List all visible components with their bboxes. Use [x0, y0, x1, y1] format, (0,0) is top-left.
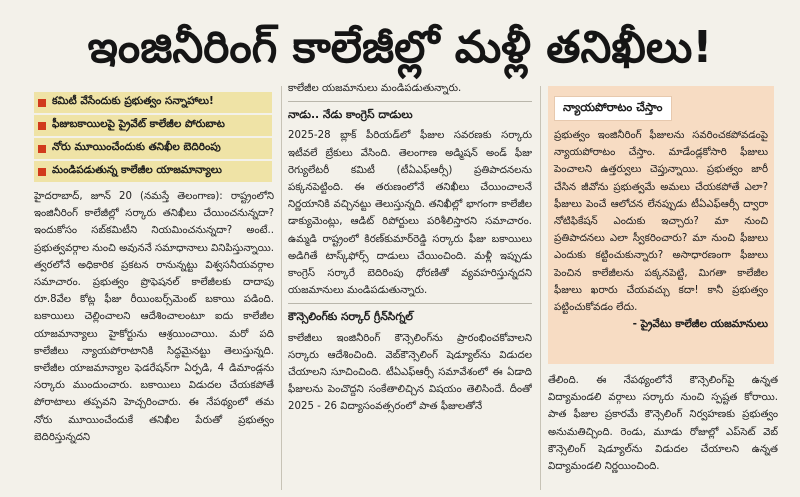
headline: ఇంజినీరింగ్ కాలేజీల్లో మళ్లీ తనిఖీలు!: [87, 22, 713, 73]
article-column-2: [288, 80, 532, 490]
highlights-list: [34, 92, 272, 184]
subheading-1: నాడు.. నేడు కాంగ్రెస్ దాడులు: [288, 108, 413, 122]
highlight-item: [34, 138, 272, 159]
highlight-text: ఫీజుబకాయిలపై ప్రైవేట్ కాలేజీల పోరుబాట: [52, 118, 225, 130]
highlight-text: మండిపడుతున్న కాలేజీల యాజమాన్యాలు: [52, 164, 222, 176]
section-divider: [288, 101, 532, 102]
bullet-square-icon: [38, 99, 46, 107]
quote-box-signature: - ప్రైవేటు కాలేజీల యజమానులు: [632, 318, 768, 331]
highlight-item: [34, 115, 272, 136]
article-column-1: [34, 188, 274, 488]
highlight-text: నోరు మూయించేందుకు తనిఖీల బెదిరింపు: [52, 141, 221, 153]
bullet-square-icon: [38, 145, 46, 153]
quote-box-body: ప్రభుత్వం ఇంజినీరింగ్ ఫీజులను సవరించకపోవడంపై న్యాయపోరాటం చేస్తాం. మాడేండ్లకోసారి ఫీజులు పెంచాలని ఉత్తర్వులు చెప్తున్నాయి. ప్రభుత్వం జారీ చేసిన జీవోను ప్రభుత్వమే అమలు చేయకపోతే ఎలా? ఫీజులు పెంచే ఆలోచన లేనప్పుడు టీఏఎఫ్‌ఆర్సీ ద్వారా నోటిఫికేషన్ ఎందుకు ఇచ్చారు? మా నుంచి ప్రతిపాదనలు ఎలా స్వీకరించారు? మా నుంచి ఫీజులు ఎందుకు కట్టించుకున్నారు? అసాధారణంగా ఫీజులు పెంచిన కాలేజీలను పక్కనపెట్టి, మిగతా కాలేజీల ఫీజులు ఖరారు చేయవచ్చు కదా! కానీ ప్రభుత్వం పట్టించుకోవడం లేదు.: [554, 130, 768, 314]
section-divider: [288, 303, 532, 304]
column-divider: [540, 86, 541, 490]
column-divider: [281, 86, 282, 490]
column-2-lead: కాలేజీల యజమానులు మండిపడుతున్నారు.: [288, 83, 462, 94]
bullet-square-icon: [38, 122, 46, 130]
column-1-text: హైదరాబాద్, జూన్ 20 (నమస్తే తెలంగాణ): రాష్ట్రంలోని ఇంజినీరింగ్ కాలేజీల్లో సర్కారు తనిఖీలు చేయించనున్నదా? ఇందుకోసం సబ్‌కమిటీని నియమించనున్నదా? అంటే.. ప్రభుత్వవర్గాల నుంచి అవుననే సమాధానాలు వినిపిస్తున్నాయి. త్వరలోనే అధికారిక ప్రకటన రానున్నట్టు విశ్వసనీయవర్గాల సమాచారం. ప్రభుత్వం ప్రొఫెషనల్ కాలేజీలకు దాదాపు రూ.8వేల కోట్ల ఫీజు రీయింబర్స్‌మెంట్ బకాయి పడింది. బకాయిలు చెల్లించాలని ఆదేశించాలంటూ ఐదు కాలేజీల యాజమాన్యాలు హైకోర్టును ఆశ్రయించాయి. మరో పది కాలేజీలు న్యాయపోరాటానికి సిద్ధమైనట్టు తెలుస్తున్నది. కాలేజీల యాజమాన్యాల ఫెడరేషన్‌గా ఏర్పడి, 4 డిమాండ్లను సర్కారు ముందుంచారు. బకాయిలు విడుదల చేయకపోతే పోరాటాలు తప్పవని హెచ్చరించారు. ఈ నేపథ్యంలో తమ నోరు మూయించేందుకే తనిఖీల పేరుతో ప్రభుత్వం బెదిరిస్తున్నదని: [34, 191, 274, 443]
bullet-square-icon: [38, 168, 46, 176]
highlight-item: [34, 161, 272, 182]
highlight-text: కమిటీ వేసేందుకు ప్రభుత్వం సన్నాహాలు!: [52, 95, 214, 107]
column-2-para-1: 2025-28 బ్లాక్ పీరియడ్‌లో ఫీజుల సవరణకు సర్కారు ఇటీవలే బ్రేకులు వేసింది. తెలంగాణ అడ్మిషన్ అండ్ ఫీజు రెగ్యులేటరీ కమిటీ (టీఏఎఫ్‌ఆర్సీ) ప్రతిపాదనలను పక్కనపెట్టింది. ఈ తరుణంలోనే తనిఖీలు చేయించాలనే నిర్ణయానికి వచ్చినట్టు తెలుస్తున్నది. తనిఖీల్లో భాగంగా కాలేజీల డాక్యుమెంట్లు, ఆడిట్ రిపోర్టులు పరిశీలిస్తారని సమాచారం. ఉమ్మడి రాష్ట్రంలో కిరణ్‌కుమార్‌రెడ్డి సర్కారు ఫీజు బకాయిలు అడిగితే టాస్క్‌ఫోర్స్ దాడులు చేయించింది. మళ్లీ ఇప్పుడు కాంగ్రెస్ సర్కారే బెదిరింపు ధోరణితో వ్యవహరిస్తున్నదని యజమానులు మండిపడుతున్నారు.: [288, 130, 532, 297]
article-column-3: తేలింది. ఈ నేపథ్యంలోనే కౌన్సెలింగ్‌పై ఉన్నత విద్యామండలి వర్గాలు సర్కారు నుంచి స్పష్టత కోరాయి. పాత ఫీజుల ప్రకారమే కౌన్సెలింగ్ నిర్వహణకు ప్రభుత్వం అనుమతిచ్చింది. రెండు, మూడు రోజుల్లో ఎప్‌సెట్ వెబ్ కౌన్సెలింగ్ షెడ్యూల్‌ను విడుదల చేయాలని ఉన్నత విద్యామండలి నిర్ణయించింది.: [548, 375, 778, 473]
highlight-item: [34, 92, 272, 113]
column-2-para-2: కాలేజీలు ఇంజినీరింగ్ కౌన్సెలింగ్‌ను ప్రారంభించకోవాలని సర్కారు ఆదేశించింది. వెబ్‌కౌన్సెలింగ్ షెడ్యూల్‌ను విడుదల చేయాలని సూచించింది. టీఏఎఫ్‌ఆర్సీ సమావేశంలో ఈ ఏడాది ఫీజులను పెంచొద్దని సంకేతాలిచ్చిన విషయం తెలిసిందే. దీంతో 2025 - 26 విద్యాసంవత్సరంలో పాత ఫీజులతోనే: [288, 332, 532, 413]
quote-box: [548, 86, 774, 364]
subheading-2: కౌన్సెలింగ్‌కు సర్కార్ గ్రీన్‌సిగ్నల్: [288, 310, 413, 324]
quote-box-title: న్యాయపోరాటం చేస్తాం: [554, 96, 672, 121]
